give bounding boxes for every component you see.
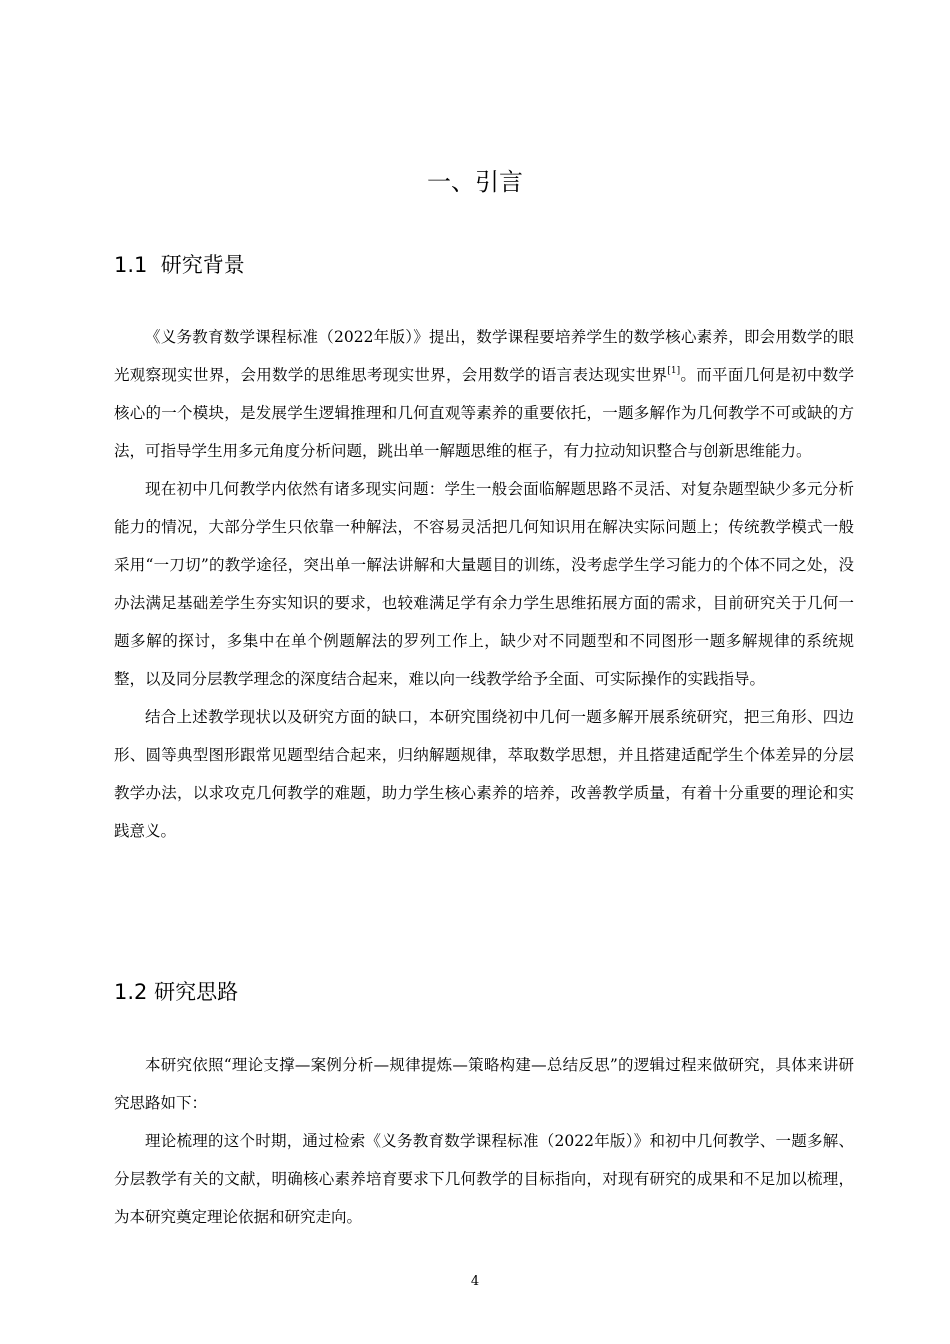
chapter-title: 一、引言 xyxy=(427,168,523,196)
citation-marker[interactable]: [1] xyxy=(667,366,681,376)
paragraph-text: 《义务教育数学课程标准（2022年版）》提出，数学课程要培养学生的数学核心素养，即会用数学的眼光观察现实世界，会用数学的思维思考现实世界，会用数学的语言表达现实世界 xyxy=(114,328,854,384)
paragraph xyxy=(114,318,854,470)
paragraph-text-continued: 。而平面几何是初中数学核心的一个模块，是发展学生逻辑推理和几何直观等素养的重要依托，一题多解作为几何教学不可或缺的方法，可指导学生用多元角度分析问题，跳出单一解题思维的框子，有力拉动知识整合与创新思维能力。 xyxy=(114,366,854,460)
section-body-background xyxy=(114,318,854,850)
paragraph: 本研究依照“理论支撑—案例分析—规律提炼—策略构建—总结反思”的逻辑过程来做研究，具体来讲研究思路如下： xyxy=(114,1056,854,1112)
section-heading-approach: 1.2 研究思路 xyxy=(114,980,239,1004)
section-heading-background: 1.1 研究背景 xyxy=(114,253,245,277)
page-number: 4 xyxy=(470,1274,480,1289)
paragraph: 现在初中几何教学内依然有诸多现实问题：学生一般会面临解题思路不灵活、对复杂题型缺少多元分析能力的情况，大部分学生只依靠一种解法，不容易灵活把几何知识用在解决实际问题上；传统教学模式一般采用“一刀切”的教学途径，突出单一解法讲解和大量题目的训练，没考虑学生学习能力的个体不同之处，没办法满足基础差学生夯实知识的要求，也较难满足学有余力学生思维拓展方面的需求，目前研究关于几何一题多解的探讨，多集中在单个例题解法的罗列工作上，缺少对不同题型和不同图形一题多解规律的系统规整，以及同分层教学理念的深度结合起来，难以向一线教学给予全面、可实际操作的实践指导。 xyxy=(114,480,854,688)
paragraph: 结合上述教学现状以及研究方面的缺口，本研究围绕初中几何一题多解开展系统研究，把三角形、四边形、圆等典型图形跟常见题型结合起来，归纳解题规律，萃取数学思想，并且搭建适配学生个体差异的分层教学办法，以求攻克几何教学的难题，助力学生核心素养的培养，改善教学质量，有着十分重要的理论和实践意义。 xyxy=(114,708,854,840)
section-body-approach xyxy=(114,1046,854,1236)
paragraph: 理论梳理的这个时期，通过检索《义务教育数学课程标准（2022年版）》和初中几何教学、一题多解、分层教学有关的文献，明确核心素养培育要求下几何教学的目标指向，对现有研究的成果和不足加以梳理，为本研究奠定理论依据和研究走向。 xyxy=(114,1132,854,1226)
